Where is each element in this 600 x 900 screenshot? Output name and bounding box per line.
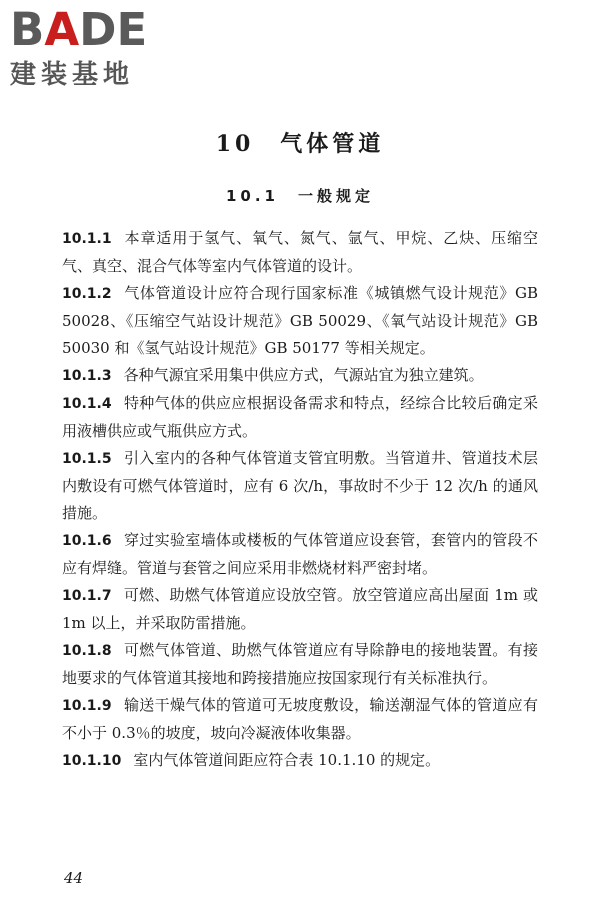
- clause-10-1-5: [62, 445, 538, 527]
- logo-letter-b: B: [10, 3, 45, 56]
- clause-number: 10.1.7: [62, 588, 112, 604]
- clause-10-1-8: [62, 637, 538, 692]
- logo-subtitle: 建装基地: [10, 60, 135, 90]
- clause-text: 输送干燥气体的管道可无坡度敷设，输送潮湿气体的管道应有不小于 0.3％的坡度，坡向冷凝液体收集器。: [62, 696, 538, 742]
- clause-number: 10.1.8: [62, 643, 112, 659]
- clause-number: 10.1.9: [62, 698, 112, 714]
- clause-10-1-2: [62, 280, 538, 362]
- clause-10-1-3: [62, 362, 538, 390]
- clause-number: 10.1.2: [62, 286, 112, 302]
- section-title: 10.1 一般规定: [225, 187, 374, 205]
- clause-number: 10.1.3: [62, 368, 112, 384]
- clause-10-1-10: [62, 747, 538, 775]
- clause-number: 10.1.5: [62, 451, 112, 467]
- clause-list: [62, 225, 538, 775]
- clause-text: 室内气体管道间距应符合表 10.1.10 的规定。: [133, 751, 441, 769]
- page-number: 44: [64, 869, 84, 887]
- bade-logo: [10, 4, 180, 90]
- clause-number: 10.1.4: [62, 396, 112, 412]
- logo-letter-a-accent: A: [44, 3, 80, 56]
- chapter-title: 10 气体管道: [215, 131, 385, 157]
- clause-10-1-1: [62, 225, 538, 280]
- clause-text: 本章适用于氢气、氧气、氮气、氩气、甲烷、乙炔、压缩空气、真空、混合气体等室内气体管道的设计。: [62, 229, 538, 275]
- clause-text: 可燃、助燃气体管道应设放空管。放空管道应高出屋面 1m 或 1m 以上，并采取防雷措施。: [62, 586, 538, 632]
- clause-10-1-6: [62, 527, 538, 582]
- clause-text: 穿过实验室墙体或楼板的气体管道应设套管，套管内的管段不应有焊缝。管道与套管之间应采用非燃烧材料严密封堵。: [62, 531, 538, 577]
- logo-letters-de: DE: [79, 3, 148, 56]
- clause-10-1-4: [62, 390, 538, 445]
- clause-10-1-9: [62, 692, 538, 747]
- logo-wordmark: [10, 4, 180, 56]
- clause-text: 可燃气体管道、助燃气体管道应有导除静电的接地装置。有接地要求的气体管道其接地和跨接措施应按国家现行有关标准执行。: [62, 641, 538, 687]
- clause-text: 引入室内的各种气体管道支管宜明敷。当管道井、管道技术层内敷设有可燃气体管道时，应有 6 次/h，事故时不少于 12 次/h 的通风措施。: [62, 449, 538, 522]
- clause-text: 气体管道设计应符合现行国家标准《城镇燃气设计规范》GB 50028、《压缩空气站设计规范》GB 50029、《氧气站设计规范》GB 50030 和《氢气站设计规范》GB 50177 等相关规定。: [62, 284, 538, 357]
- clause-number: 10.1.10: [62, 753, 122, 769]
- clause-text: 各种气源宜采用集中供应方式，气源站宜为独立建筑。: [123, 366, 484, 384]
- clause-number: 10.1.6: [62, 533, 112, 549]
- clause-text: 特种气体的供应应根据设备需求和特点，经综合比较后确定采用液槽供应或气瓶供应方式。: [62, 394, 538, 440]
- clause-number: 10.1.1: [62, 231, 112, 247]
- clause-10-1-7: [62, 582, 538, 637]
